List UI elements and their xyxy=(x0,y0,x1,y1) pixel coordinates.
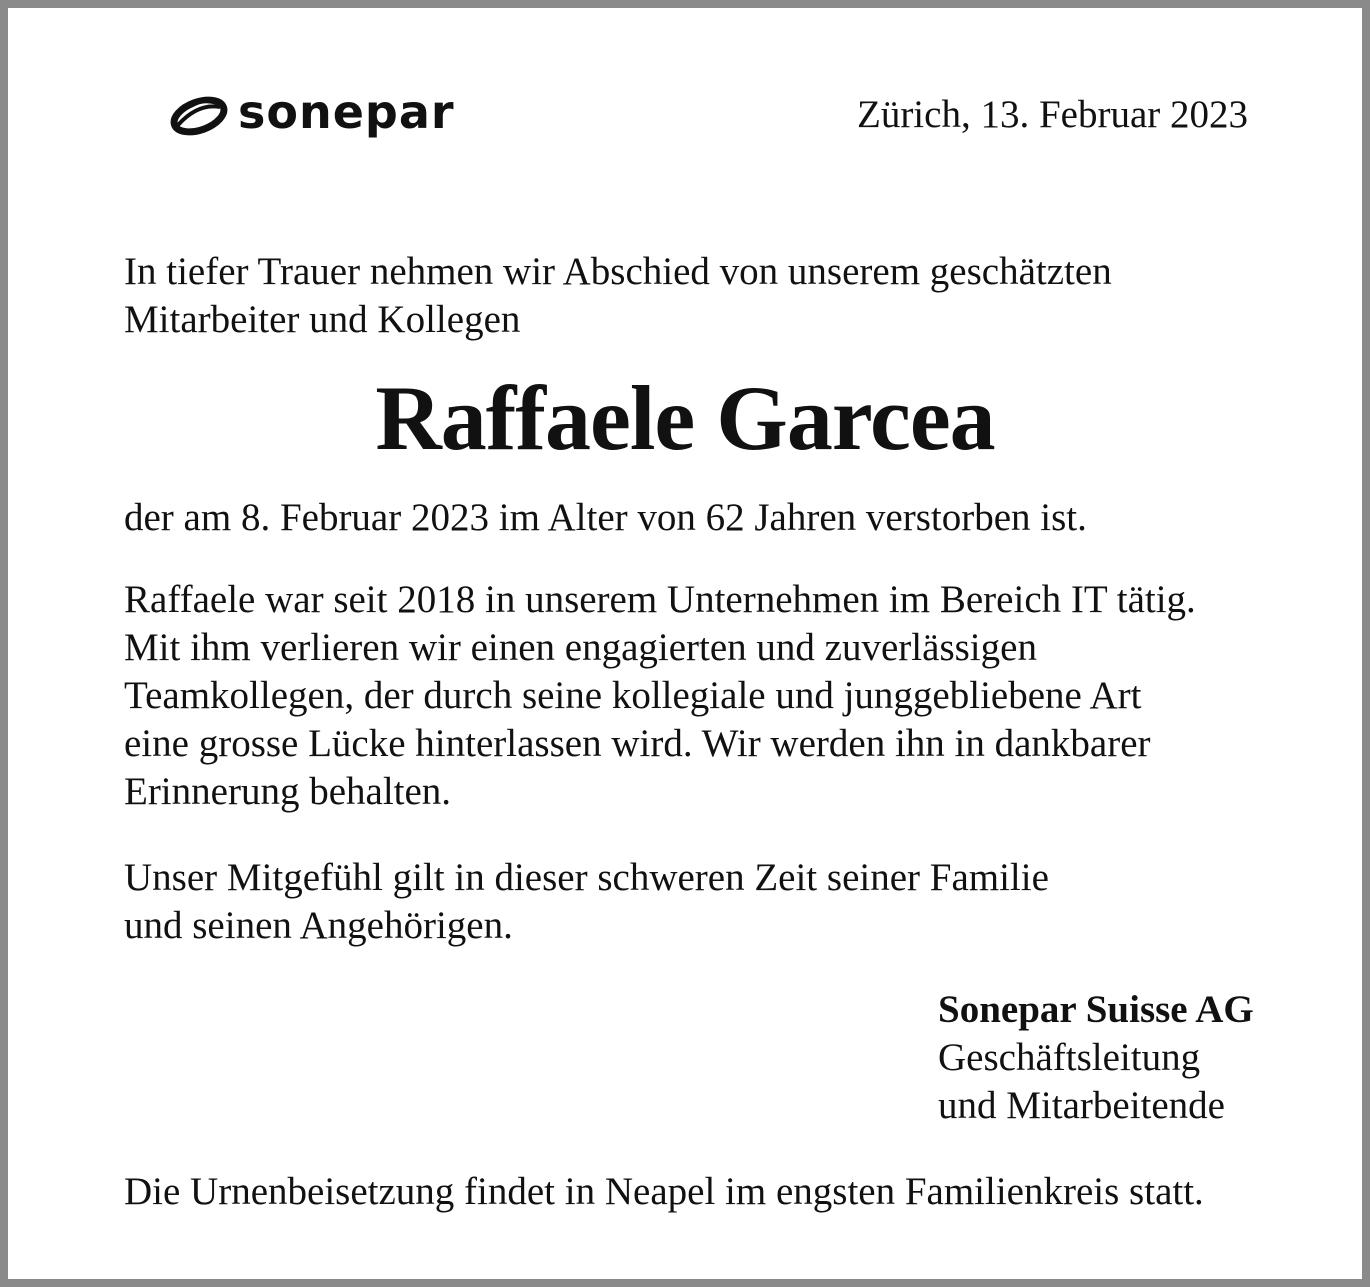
sympathy-paragraph xyxy=(124,854,1049,950)
death-notice: der am 8. Februar 2023 im Alter von 62 Jahren verstorben ist. xyxy=(124,496,1087,539)
signature-line: Geschäftsleitung xyxy=(938,1036,1201,1079)
intro-line: Mitarbeiter und Kollegen xyxy=(124,298,521,341)
signature-block xyxy=(938,986,1254,1130)
biography-line: Erinnerung behalten. xyxy=(124,770,452,813)
notice-date: Zürich, 13. Februar 2023 xyxy=(857,93,1248,136)
sympathy-line: und seinen Angehörigen. xyxy=(124,904,513,947)
biography-paragraph xyxy=(124,576,1196,816)
sympathy-line: Unser Mitgefühl gilt in dieser schweren Zeit seiner Familie xyxy=(124,856,1049,899)
deceased-name: Raffaele Garcea xyxy=(375,367,995,469)
company-logo xyxy=(168,85,455,144)
funeral-note: Die Urnenbeisetzung findet in Neapel im engsten Familienkreis statt. xyxy=(124,1170,1204,1213)
biography-line: Teamkollegen, der durch seine kollegiale und junggebliebene Art xyxy=(124,674,1142,717)
sonepar-logo-icon xyxy=(168,91,230,141)
intro-paragraph xyxy=(124,248,1112,344)
signature-line: und Mitarbeitende xyxy=(938,1084,1225,1127)
intro-line: In tiefer Trauer nehmen wir Abschied von unserem geschätzten xyxy=(124,250,1112,293)
biography-line: Raffaele war seit 2018 in unserem Unternehmen im Bereich IT tätig. xyxy=(124,578,1196,621)
logo-wordmark: sonepar xyxy=(238,85,455,139)
biography-line: Mit ihm verlieren wir einen engagierten und zuverlässigen xyxy=(124,626,1037,669)
biography-line: eine grosse Lücke hinterlassen wird. Wir werden ihn in dankbarer xyxy=(124,722,1151,765)
signature-company: Sonepar Suisse AG xyxy=(938,988,1254,1031)
